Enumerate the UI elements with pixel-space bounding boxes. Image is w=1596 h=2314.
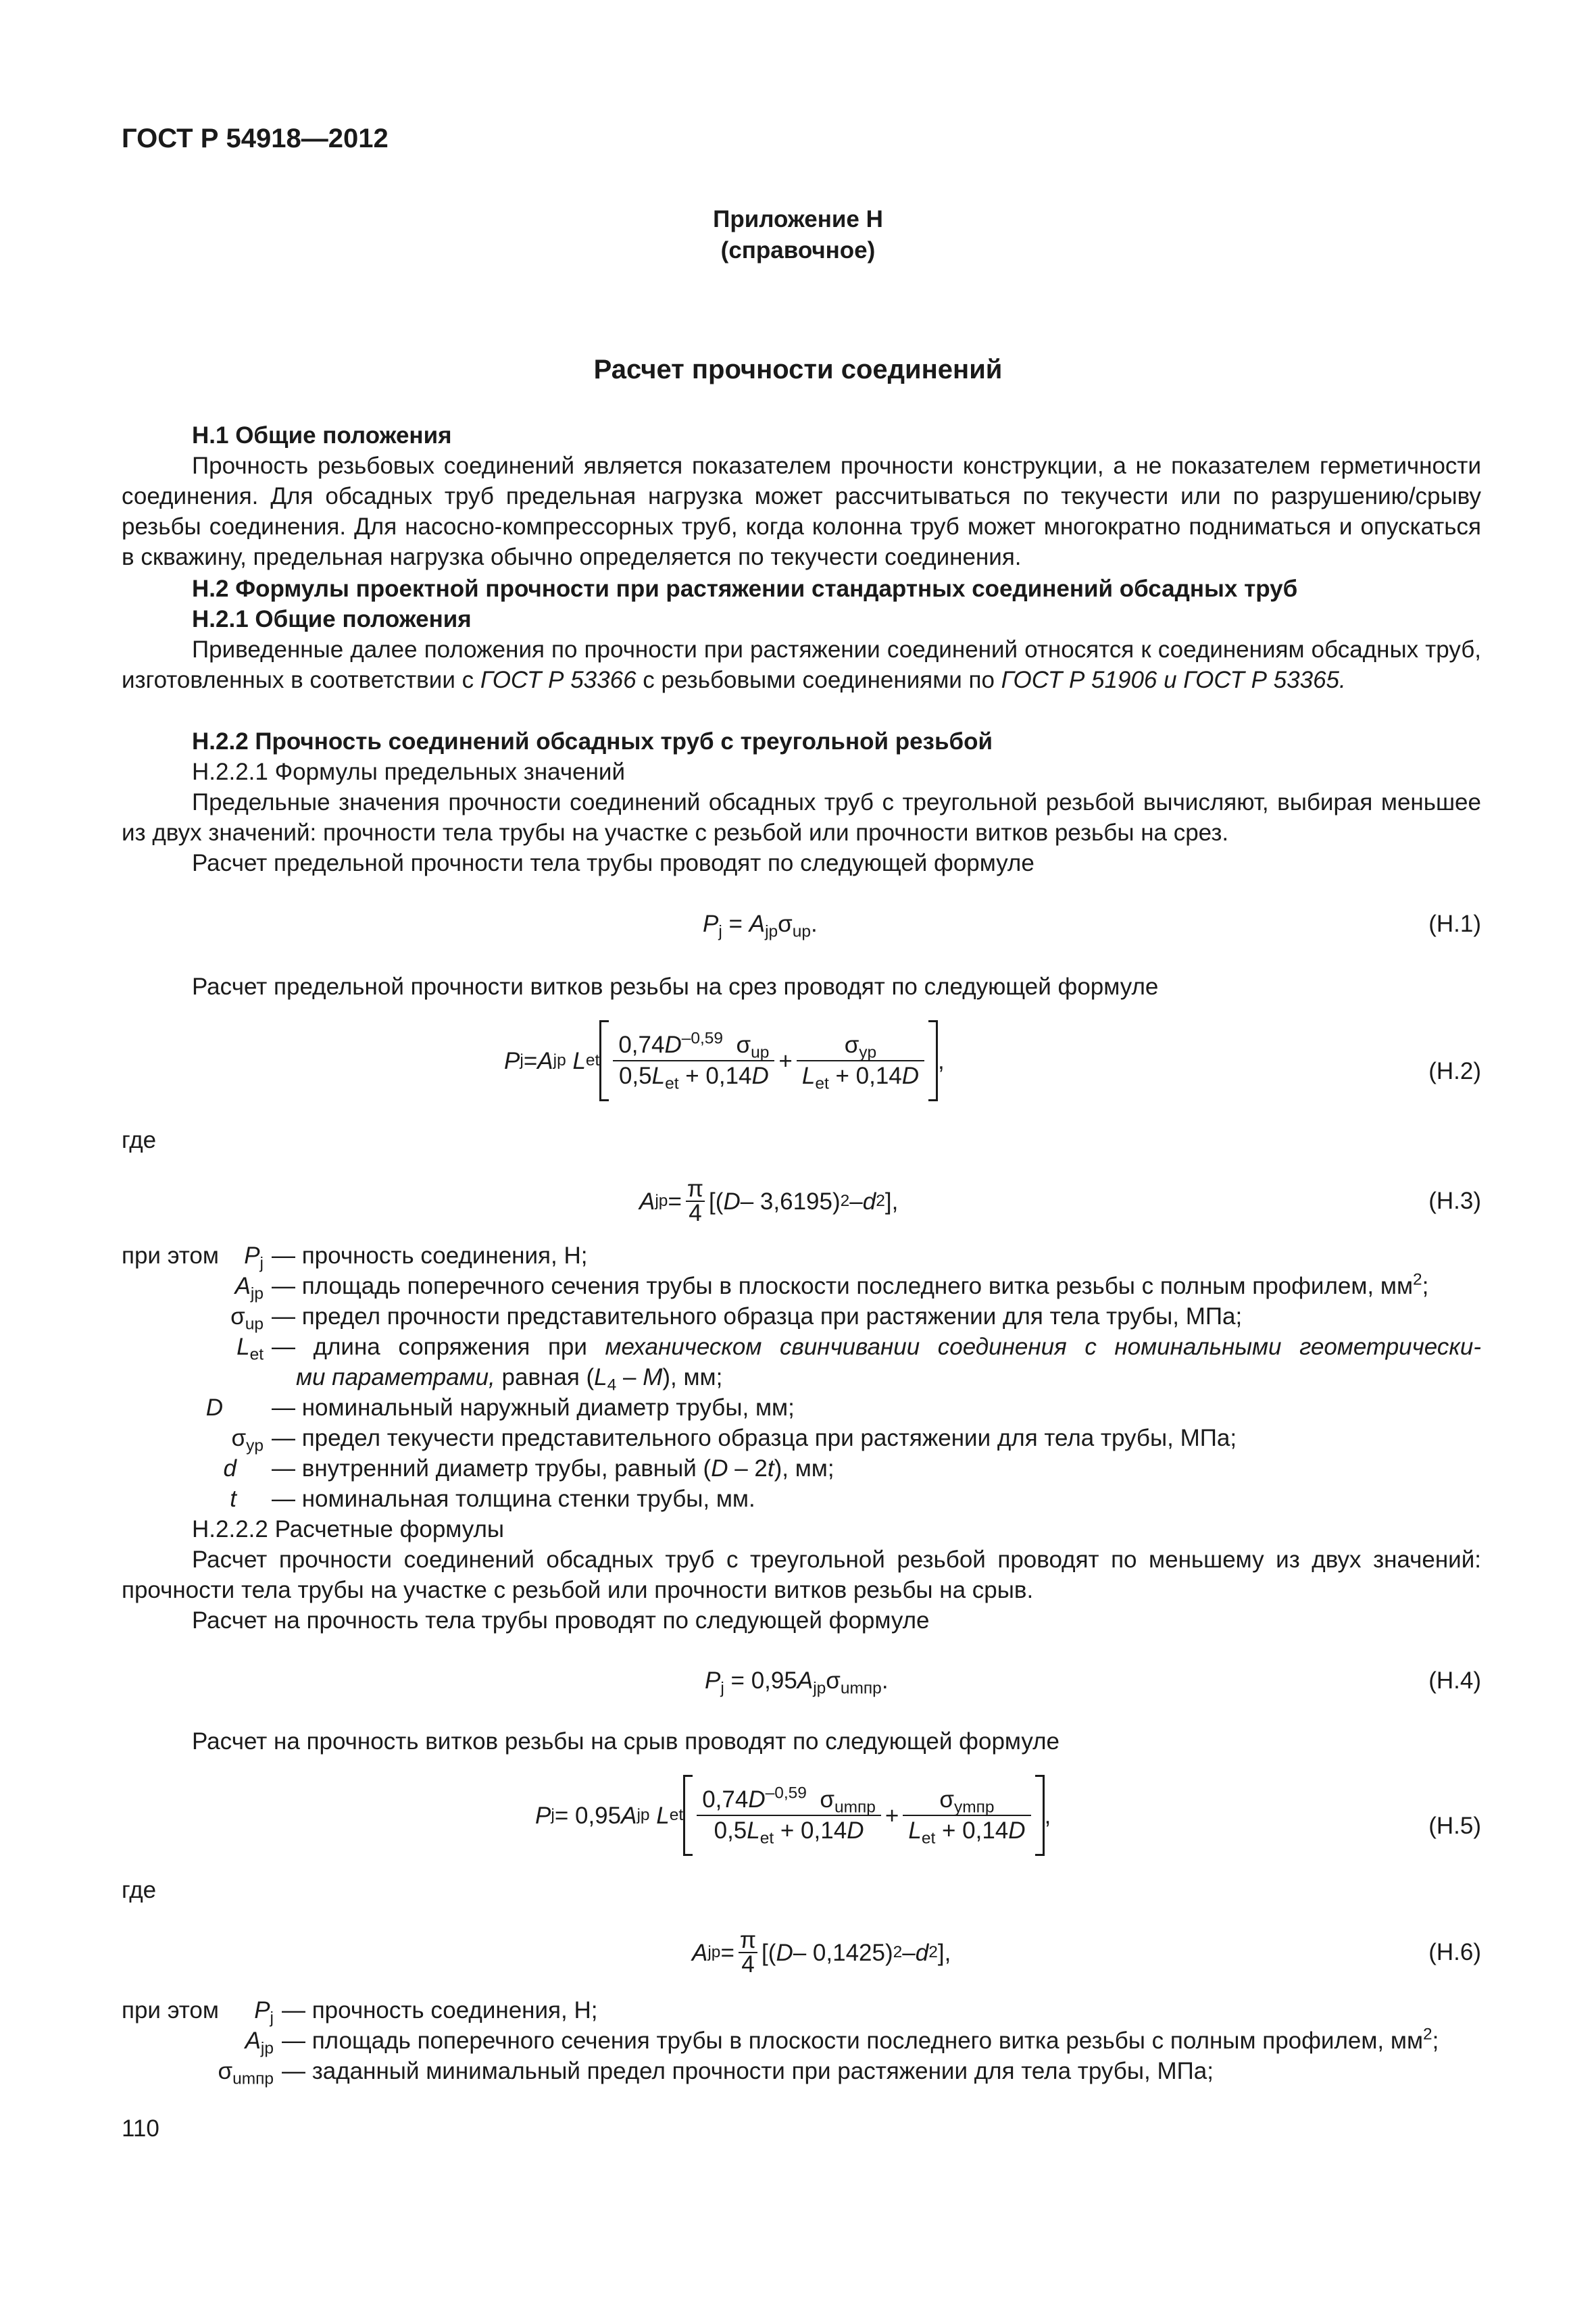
- formula-h3: A jp = $\frac{\pi}{4}$ [( D – 3,6195) 2 – d 2 ],: [639, 1176, 899, 1226]
- reference-gost-51906-53365: ГОСТ Р 51906 и ГОСТ Р 53365.: [1001, 667, 1346, 693]
- where-label-1: где: [122, 1127, 157, 1153]
- definition-d-outer: D — номинальный наружный диаметр трубы, мм;: [205, 1394, 795, 1421]
- formula-h2-left-bracket: [599, 1020, 609, 1101]
- formula-h1: $P_j = A_{jp}\sigma_{up}$.: [703, 911, 818, 941]
- section-h1-paragraph: Прочность резьбовых соединений является показателем прочности конструкции, а не показателем герметичности соединения. Для обсадных труб предельная нагрузка может рассчитываться по текучести или по разрушению/срыву резьбы соединения. Для насосно-компрессорных труб, когда колонна труб может многократно подниматься и опускаться в скважину, предельная нагрузка обычно определяется по текучести соединения.: [122, 453, 1481, 570]
- formula-h3-pi-over-4: $\frac{\pi}{4}$: [687, 1176, 704, 1226]
- section-h221-title: Н.2.2.1 Формулы предельных значений: [192, 759, 626, 785]
- appendix-title: Приложение Н: [713, 206, 883, 232]
- definition-pj-2: при этом $P_j$ — прочность соединения, Н;: [122, 1997, 598, 2028]
- section-h222-paragraph-1: Расчет прочности соединений обсадных труб с треугольной резьбой проводят по меньшему из двух значений: прочности тела трубы на участке с резьбой или прочности витков резьбы на срыв.: [122, 1546, 1481, 1603]
- section-h21-title: Н.2.1 Общие положения: [192, 606, 472, 632]
- definitions-list-1: [122, 1240, 1487, 1524]
- definition-ajp: $A_{jp}$ — площадь поперечного сечения трубы в плоскости последнего витка резьбы с полным профилем, $мм^2$;: [234, 1270, 1429, 1303]
- section-h22-title: Н.2.2 Прочность соединений обсадных труб с треугольной резьбой: [192, 728, 993, 755]
- reference-gost-53366: ГОСТ Р 53366: [480, 667, 637, 693]
- formula-h4: $P_j = 0,95A_{jp}\sigma_{umпр}$.: [705, 1667, 889, 1698]
- section-h221-paragraph-1: Предельные значения прочности соединений обсадных труб с треугольной резьбой вычисляют, выбирая меньшее из двух значений: прочности тела трубы на участке с резьбой или прочности витков резьбы на срез.: [122, 789, 1481, 846]
- formula-h2-fraction-1: $\frac{0,74D^{-0,59} \sigma_{up}}{0,5L_{et} + 0,14D}$: [613, 1030, 774, 1091]
- definition-sigma-up: $\sigma_{up}$ — предел прочности представительного образца при растяжении для тела трубы, МПа;: [230, 1303, 1243, 1334]
- formula-h5-number: (Н.5): [1428, 1813, 1481, 1839]
- section-h222-paragraph-3: Расчет на прочность витков резьбы на срыв проводят по следующей формуле: [192, 1728, 1059, 1755]
- page-heading: Расчет прочности соединений: [593, 355, 1003, 384]
- definition-sigma-yp: $\sigma_{yp}$ — предел текучести представительного образца при растяжении для тела трубы, МПа;: [231, 1425, 1237, 1455]
- formula-h5: P j = 0,95 A jp L et $\frac{0,74D^{-0,59} \sigma_{umпр}}{0,5L_{et} + 0,14D}$ + $\frac{\sigma_{ymпр}}{L_{et} + 0,14D}$ ,: [535, 1774, 1051, 1857]
- section-h2-title: Н.2 Формулы проектной прочности при растяжении стандартных соединений обсадных труб: [192, 576, 1298, 602]
- section-h222-title: Н.2.2.2 Расчетные формулы: [192, 1516, 505, 1542]
- page-number: 110: [122, 2115, 159, 2142]
- section-h221-paragraph-2: Расчет предельной прочности тела трубы проводят по следующей формуле: [192, 850, 1034, 876]
- definition-sigma-umpr: $\sigma_{umпр}$ — заданный минимальный предел прочности при растяжении для тела трубы, МПа;: [218, 2058, 1214, 2088]
- definition-ajp-2: $A_{jp}$ — площадь поперечного сечения трубы в плоскости последнего витка резьбы с полным профилем, $мм^2$;: [245, 2025, 1439, 2058]
- formula-h2-fraction-2: $\frac{\sigma_{yp}}{L_{et} + 0,14D}$: [797, 1030, 924, 1091]
- formula-h3-number: (Н.3): [1428, 1188, 1481, 1214]
- section-h1-title: Н.1 Общие положения: [192, 422, 452, 449]
- formula-h5-right-bracket: [1035, 1775, 1045, 1856]
- formula-h6: A jp = $\frac{\pi}{4}$ [( D – 0,1425) 2 – d 2 ],: [692, 1927, 951, 1978]
- formula-h5-fraction-1: $\frac{0,74D^{-0,59} \sigma_{umпр}}{0,5L_{et} + 0,14D}$: [697, 1785, 881, 1846]
- where-label-2: где: [122, 1877, 157, 1903]
- section-h221-paragraph-3: Расчет предельной прочности витков резьбы на срез проводят по следующей формуле: [192, 974, 1159, 1000]
- formula-h1-number: (Н.1): [1428, 911, 1481, 937]
- definition-pj: при этом $P_j$ — прочность соединения, Н;: [122, 1242, 588, 1273]
- formula-h6-number: (Н.6): [1428, 1939, 1481, 1965]
- formula-h2-number: (Н.2): [1428, 1058, 1481, 1084]
- definition-let: $L_{et}$ — длина сопряжения при механическом свинчивании соединения с номинальными геометрически- ми параметрами, равная $(L_4 - M)$, мм;: [236, 1334, 1481, 1394]
- formula-h2: P j = A jp L et $\frac{0,74D^{-0,59} \sigma_{up}}{0,5L_{et} + 0,14D}$ + $\frac{\sigma_{yp}}{L_{et} + 0,14D}$ ,: [504, 1019, 945, 1103]
- definition-d-inner: d — внутренний диаметр трубы, равный (D – 2t), мм;: [223, 1455, 834, 1482]
- formula-h6-pi-over-4: $\frac{\pi}{4}$: [739, 1927, 757, 1978]
- formula-h5-fraction-2: $\frac{\sigma_{ymпр}}{L_{et} + 0,14D}$: [903, 1785, 1030, 1846]
- definition-t: t — номинальная толщина стенки трубы, мм.: [230, 1486, 755, 1512]
- section-h21-paragraph: Приведенные далее положения по прочности при растяжении соединений относятся к соединениям обсадных труб, изготовленных в соответствии с ГОСТ Р 53366 с резьбовыми соединениями по ГОСТ Р 51906 и ГОСТ Р 53365.: [122, 636, 1481, 693]
- appendix-subtitle: (справочное): [720, 237, 876, 263]
- section-h222-paragraph-2: Расчет на прочность тела трубы проводят по следующей формуле: [192, 1607, 930, 1634]
- formula-h5-left-bracket: [683, 1775, 693, 1856]
- formula-h2-right-bracket: [928, 1020, 938, 1101]
- document-code: ГОСТ Р 54918—2012: [122, 124, 389, 153]
- formula-h4-number: (Н.4): [1428, 1667, 1481, 1694]
- definitions-list-2: [122, 1995, 1487, 2090]
